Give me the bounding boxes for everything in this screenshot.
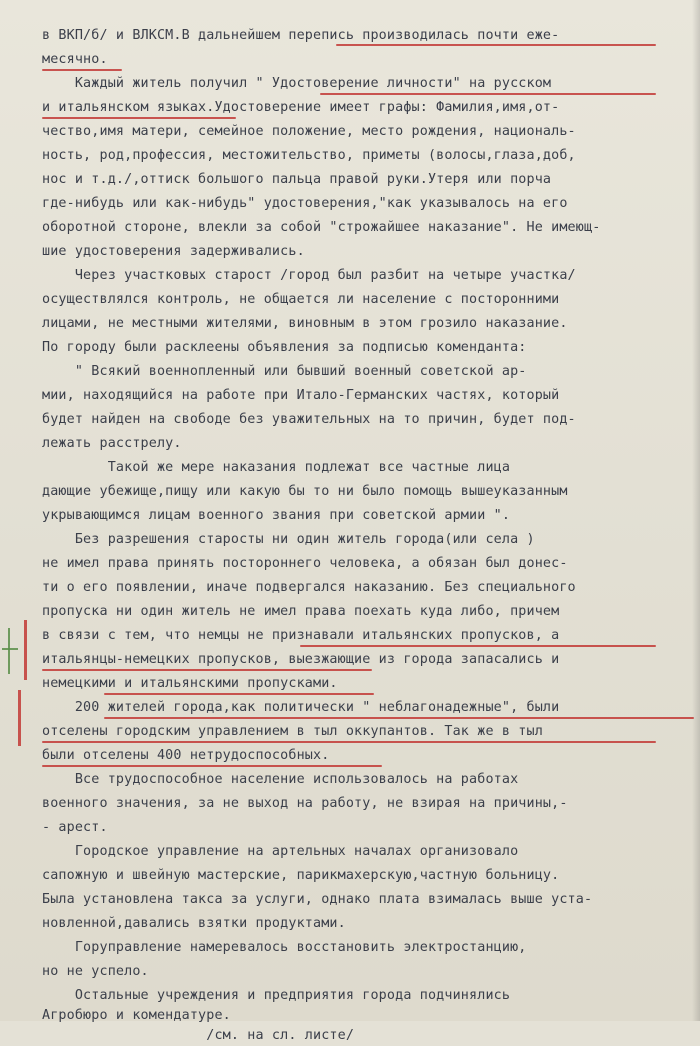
text-line-1: в ВКП/б/ и ВЛКСМ.В дальнейшем перепись производилась почти еже- (42, 28, 560, 43)
text-line-8: где-нибудь или как-нибудь" удостоверения,"как указывалось на его (42, 196, 568, 211)
text-line-11: Через участковых старост /город был разбит на четыре участка/ (42, 268, 576, 283)
red-margin-mark (18, 690, 21, 746)
text-line-18: лежать расстрелу. (42, 436, 182, 451)
red-underline (336, 44, 656, 46)
text-line-28: немецкими и итальянскими пропусками. (42, 676, 338, 691)
text-line-35: Городское управление на артельных началах организовало (42, 844, 519, 859)
text-line-43: /см. на сл. листе/ (42, 1028, 355, 1043)
text-line-10: шие удостоверения задерживались. (42, 244, 305, 259)
text-line-19: Такой же мере наказания подлежат все частные лица (42, 460, 511, 475)
text-line-24: ти о его появлении, иначе подвергался наказанию. Без специального (42, 580, 576, 595)
text-line-13: лицами, не местными жителями, виновным в этом грозило наказание. (42, 316, 568, 331)
text-line-30: отселены городским управлением в тыл оккупантов. Так же в тыл (42, 724, 543, 739)
text-line-25: пропуска ни один житель не имел права поехать куда либо, причем (42, 604, 560, 619)
text-line-41: Остальные учреждения и предприятия города подчинялись (42, 988, 511, 1003)
red-underline (42, 741, 656, 743)
red-margin-mark (24, 620, 27, 680)
text-line-37: Была установлена такса за услуги, однако плата взималась выше уста- (42, 892, 593, 907)
text-line-15: " Всякий военнопленный или бывший военный советской ар- (42, 364, 527, 379)
text-line-22: Без разрешения старосты ни один житель города(или села ) (42, 532, 535, 547)
text-line-34: - арест. (42, 820, 108, 835)
text-line-20: дающие убежище,пищу или какую бы то ни было помощь вышеуказанным (42, 484, 568, 499)
text-line-29: 200 жителей города,как политически " неблагонадежные", были (42, 700, 560, 715)
text-line-36: сапожную и швейную мастерские, парикмахерскую,частную больницу. (42, 868, 560, 883)
red-underline (42, 69, 122, 71)
text-line-3: Каждый житель получил " Удостоверение личности" на русском (42, 76, 552, 91)
text-line-38: новленной,давались взятки продуктами. (42, 916, 346, 931)
text-line-21: укрывающимся лицам военного звания при советской армии ". (42, 508, 511, 523)
text-line-4: и итальянском языках.Удостоверение имеет графы: Фамилия,имя,от- (42, 100, 560, 115)
text-line-31: были отселены 400 нетрудоспособных. (42, 748, 330, 763)
text-line-32: Все трудоспособное население использовалось на работах (42, 772, 519, 787)
text-line-26: в связи с тем, что немцы не признавали итальянских пропусков, а (42, 628, 560, 643)
text-line-6: ность, род,профессия, местожительство, приметы (волосы,глаза,доб, (42, 148, 576, 163)
text-line-40: но не успело. (42, 964, 149, 979)
text-line-33: военного значения, за не выход на работу, не взирая на причины,- (42, 796, 568, 811)
text-line-2: месячно. (42, 52, 108, 67)
red-underline (320, 93, 656, 95)
text-line-14: По городу были расклеены объявления за подписью коменданта: (42, 340, 527, 355)
text-line-42: Агробюро и комендатуре. (42, 1008, 231, 1023)
text-line-9: оборотной стороне, влекли за собой "строжайшее наказание". Не имеющ- (42, 220, 601, 235)
green-margin-mark (8, 628, 10, 674)
text-line-27: итальянцы-немецких пропусков, выезжающие из города запасались и (42, 652, 560, 667)
text-line-16: мии, находящийся на работе при Итало-Германских частях, который (42, 388, 560, 403)
green-margin-mark (2, 648, 18, 650)
text-line-17: будет найден на свободе без уважительных на то причин, будет под- (42, 412, 576, 427)
red-underline (104, 693, 374, 695)
red-underline (300, 645, 656, 647)
red-underline (42, 765, 382, 767)
red-underline (42, 669, 372, 671)
text-line-12: осуществлялся контроль, не общается ли население с посторонними (42, 292, 560, 307)
red-underline (42, 117, 236, 119)
text-line-5: чество,имя матери, семейное положение, место рождения, националь- (42, 124, 576, 139)
page-edge-shadow (692, 0, 700, 1021)
text-line-39: Горуправление намеревалось восстановить электростанцию, (42, 940, 527, 955)
text-line-23: не имел права принять постороннего человека, а обязан был донес- (42, 556, 568, 571)
red-underline (104, 717, 694, 719)
text-line-7: нос и т.д./,оттиск большого пальца правой руки.Утеря или порча (42, 172, 552, 187)
